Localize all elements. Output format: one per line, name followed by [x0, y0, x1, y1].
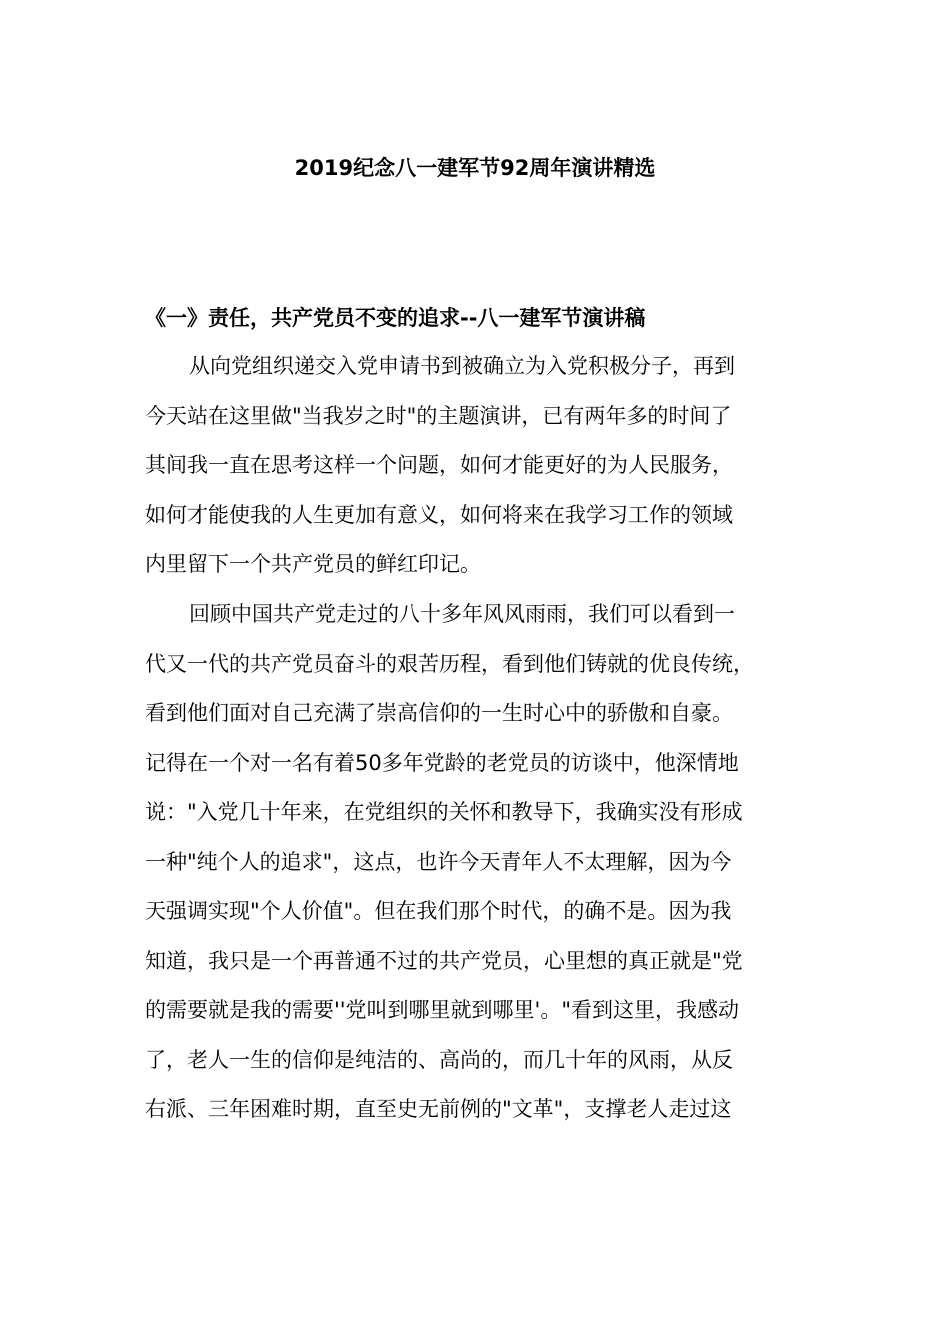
paragraph-line: 如何才能使我的人生更加有意义，如何将来在我学习工作的领域	[145, 502, 733, 527]
paragraph-line: 的需要就是我的需要''党叫到哪里就到哪里'。"看到这里，我感动	[145, 998, 739, 1022]
paragraph-line: 一种"纯个人的追求"，这点，也许今天青年人不太理解，因为今	[145, 849, 732, 874]
paragraph-line: 说："入党几十年来，在党组织的关怀和教导下，我确实没有形成	[145, 800, 743, 824]
paragraph-1	[145, 342, 825, 590]
paragraph-line: 内里留下一个共产党员的鲜红印记。	[145, 552, 481, 576]
paragraph-line: 右派、三年困难时期，直至史无前例的"文革"，支撑老人走过这	[145, 1097, 732, 1121]
paragraph-line: 知道，我只是一个再普通不过的共产党员，心里想的真正就是"党	[145, 948, 743, 973]
document-title: 2019纪念八一建军节92周年演讲精选	[294, 156, 656, 180]
paragraph-line: 从向党组织递交入党申请书到被确立为入党积极分子，再到	[189, 354, 735, 378]
paragraph-line: 回顾中国共产党走过的八十多年风风雨雨，我们可以看到一	[189, 602, 735, 626]
paragraph-line: 天强调实现"个人价值"。但在我们那个时代，的确不是。因为我	[145, 899, 732, 923]
paragraph-line: 了，老人一生的信仰是纯洁的、高尚的，而几十年的风雨，从反	[145, 1047, 733, 1072]
paragraph-line: 看到他们面对自己充满了崇高信仰的一生时心中的骄傲和自豪。	[145, 701, 733, 725]
paragraph-line: 今天站在这里做"当我岁之时"的主题演讲，已有两年多的时间了	[145, 403, 732, 428]
paragraph-line: 记得在一个对一名有着50多年党龄的老党员的访谈中，他深情地	[145, 750, 739, 775]
paragraph-line: 代又一代的共产党员奋斗的艰苦历程，看到他们铸就的优良传统，	[145, 651, 754, 676]
paragraph-line: 其间我一直在思考这样一个问题，如何才能更好的为人民服务，	[145, 453, 733, 477]
section-heading: 《一》责任，共产党员不变的追求--八一建军节演讲稿	[145, 306, 646, 330]
paragraph-2	[145, 590, 825, 1135]
